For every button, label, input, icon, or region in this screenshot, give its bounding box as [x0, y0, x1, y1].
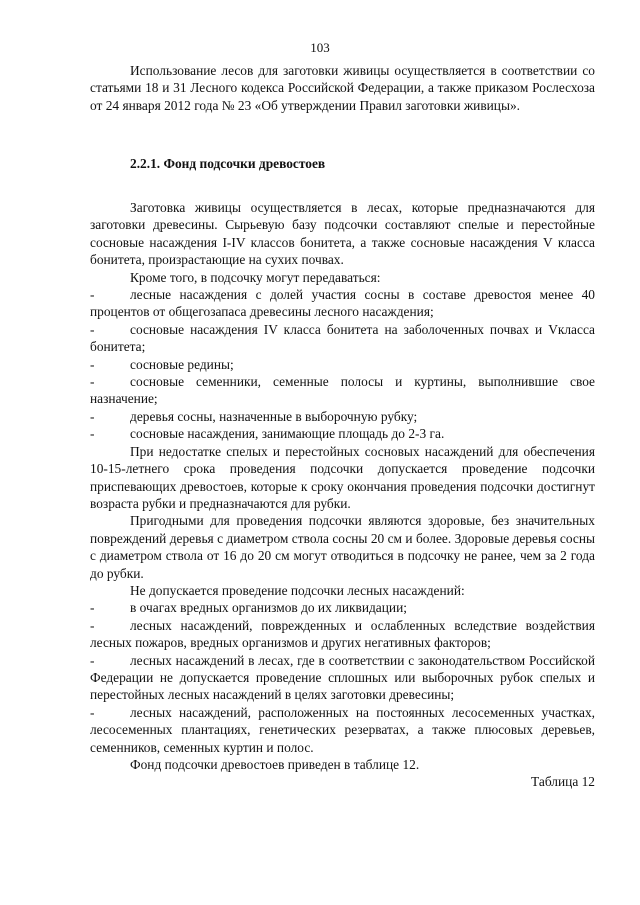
list-item: [90, 704, 595, 756]
page-number: 103: [310, 40, 330, 55]
paragraph-prohibited-intro: Не допускается проведение подсочки лесных насаждений:: [130, 582, 465, 598]
table-caption: Таблица 12: [531, 774, 595, 790]
paragraph-transfer-intro: Кроме того, в подсочку могут передаваться:: [130, 269, 381, 285]
intro-paragraph: Использование лесов для заготовки живицы осуществляется в соответствии со статьями 18 и 31 Лесного кодекса Российской Федерации, а также приказом Рослесхоза от 24 января 2012 года № 23 «Об утверждении Правил заготовки живицы».: [90, 63, 595, 113]
paragraph-table-reference: Фонд подсочки древостоев приведен в таблице 12.: [130, 757, 420, 772]
list-item: [90, 617, 595, 652]
paragraph-base: Заготовка живицы осуществляется в лесах, которые предназначаются для заготовки древесины. Сырьевую базу подсочки составляют спелые и перестойные сосновые насаждения I-IV классов бонитета, а также сосновые насаждения V класса бонитета, произрастающие на сухих почвах.: [90, 200, 595, 268]
list-dash: -: [90, 617, 95, 633]
list-item-text: лесных насаждений, расположенных на постоянных лесосеменных участках, лесосеменных плантациях, генетических резерватах, а также плюсовых деревьев, семенников, семенных куртин и полос.: [90, 704, 595, 755]
list-item: [90, 286, 595, 321]
list-dash: -: [90, 356, 95, 372]
list-item-text: лесные насаждения с долей участия сосны в составе древостоя менее 40 процентов от общегозапаса древесины лесного насаждения;: [90, 287, 595, 320]
list-item-text: в очагах вредных организмов до их ликвидации;: [130, 600, 407, 616]
list-item-text: сосновые насаждения IV класса бонитета на заболоченных почвах и Vкласса бонитета;: [90, 321, 595, 355]
list-item: [90, 356, 595, 373]
intro-block: [90, 62, 595, 114]
list-item-text: деревья сосны, назначенные в выборочную рубку;: [130, 408, 418, 424]
list-item-text: сосновые редины;: [130, 356, 234, 372]
list-dash: -: [90, 652, 95, 668]
list-item-text: сосновые насаждения, занимающие площадь до 2-3 га.: [130, 426, 445, 442]
section-heading: 2.2.1. Фонд подсочки древостоев: [130, 156, 326, 171]
list-item-text: сосновые семенники, семенные полосы и куртины, выполнившие свое назначение;: [90, 374, 595, 407]
list-item: [90, 408, 595, 425]
list-dash: -: [90, 408, 95, 424]
paragraph-suitable-trees: Пригодными для проведения подсочки являются здоровые, без значительных повреждений деревья с диаметром ствола сосны 20 см и более. Здоровые деревья сосны с диаметром ствола от 16 до 20 см могут отводиться в подсочку не ранее, чем за 2 года до рубки.: [90, 513, 595, 581]
list-dash: -: [90, 426, 95, 442]
body-block: [90, 199, 595, 791]
list-item: [90, 652, 595, 704]
list-dash: -: [90, 600, 95, 616]
list-item: [90, 599, 595, 616]
list-item: [90, 425, 595, 442]
list-item-text: лесных насаждений, поврежденных и ослабленных вследствие воздействия лесных пожаров, вредных организмов и других негативных факторов;: [90, 617, 595, 651]
list-dash: -: [90, 374, 95, 390]
list-dash: -: [90, 287, 95, 303]
section-heading-block: [90, 155, 595, 173]
list-item: [90, 373, 595, 408]
list-item-text: лесных насаждений в лесах, где в соответствии с законодательством Российской Федерации не допускается проведение сплошных или выборочных рубок спелых и перестойных лесных насаждений в целях заготовки древесины;: [90, 652, 595, 703]
list-dash: -: [90, 704, 95, 720]
list-dash: -: [90, 321, 95, 337]
list-item: [90, 321, 595, 356]
paragraph-young-stands: При недостатке спелых и перестойных сосновых насаждений для обеспечения 10-15-летнего срока проведения подсочки допускается проведение подсочки приспевающих древостоев, которые к сроку окончания проведения подсочки достигнут возраста рубки и предназначаются для рубки.: [90, 443, 595, 511]
